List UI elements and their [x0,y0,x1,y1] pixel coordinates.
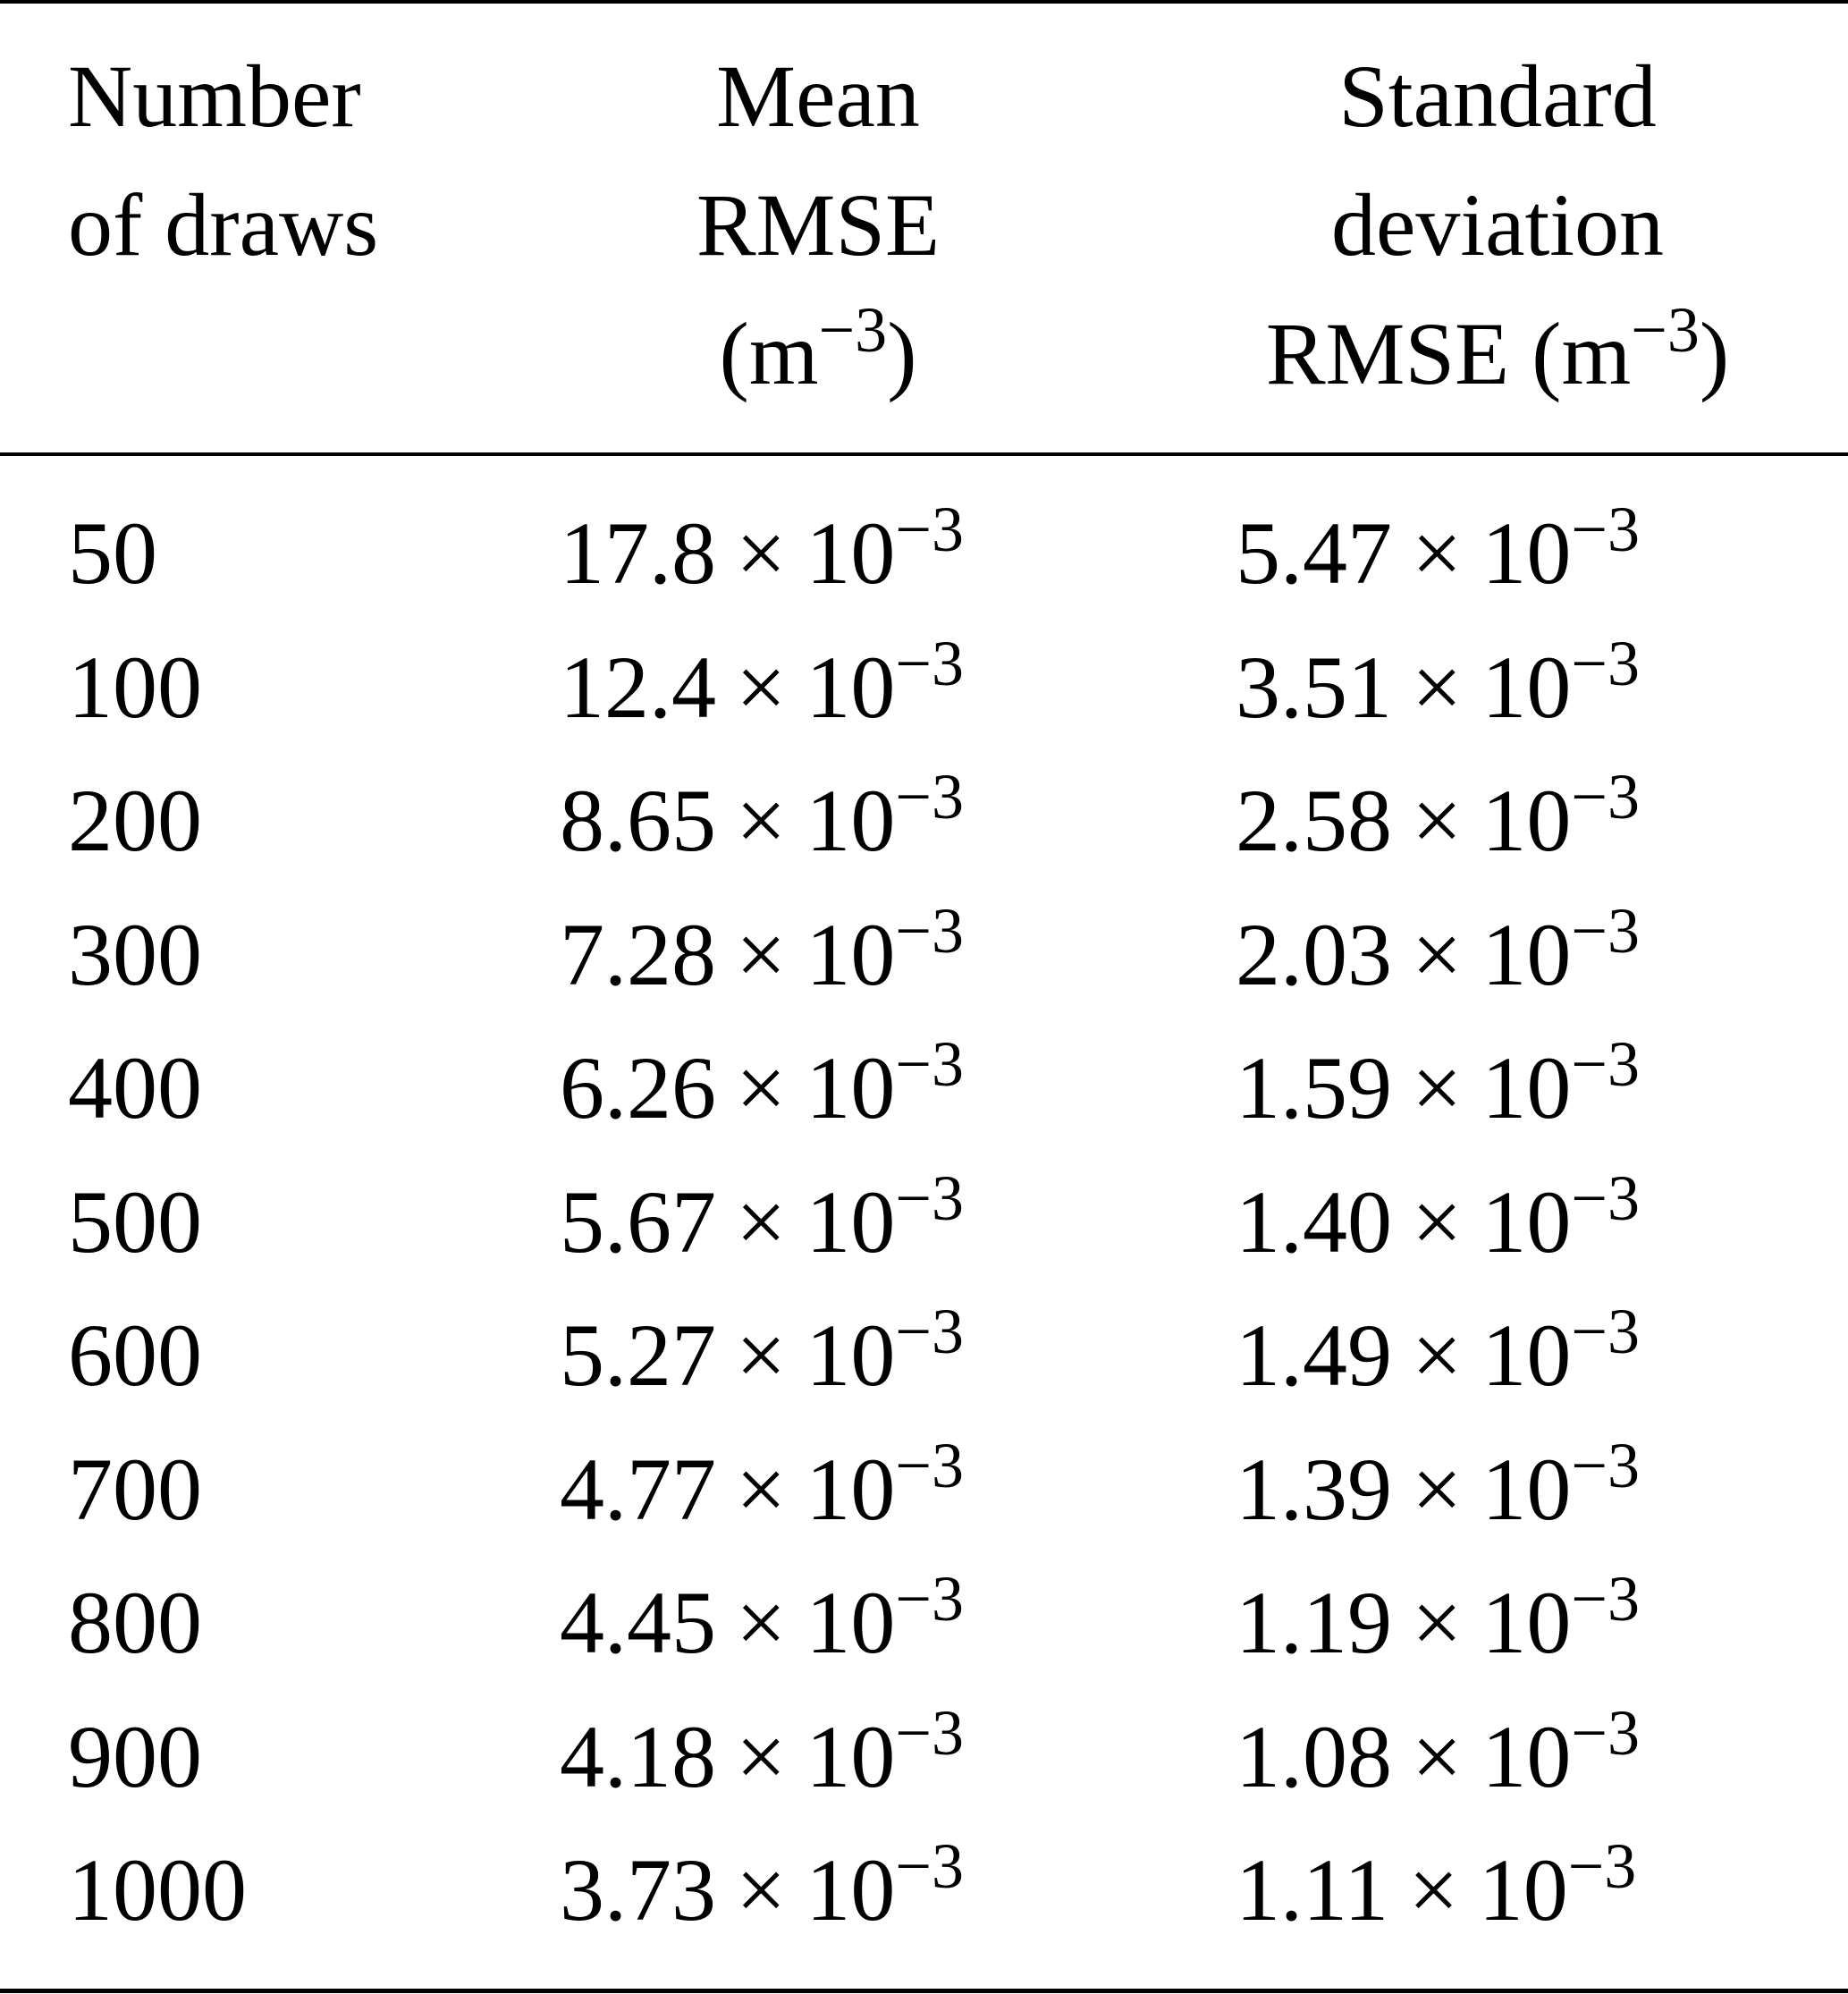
power-base: 10 [806,1840,896,1939]
power-base: 10 [1478,1840,1568,1939]
cell-number-of-draws: 300 [68,904,202,1004]
mantissa: 5.27 [560,1305,716,1405]
times-symbol: × [736,1171,787,1272]
table-top-rule [0,0,1848,4]
exponent: −3 [895,1429,965,1501]
cell-std-rmse [1236,754,1640,888]
mantissa: 6.26 [560,1038,716,1137]
mantissa: 2.58 [1236,771,1392,870]
times-symbol: × [1412,1706,1463,1806]
power-base: 10 [806,503,896,603]
exponent: −3 [895,1830,965,1902]
times-symbol: × [736,1439,787,1539]
cell-number-of-draws: 600 [68,1305,202,1405]
power-base: 10 [1481,904,1572,1004]
cell-std-rmse [1236,621,1640,755]
cell-mean-rmse [560,754,964,888]
mantissa: 1.08 [1236,1706,1392,1806]
exponent: −3 [895,1696,965,1769]
mantissa: 5.47 [1236,503,1392,603]
exponent: −3 [895,494,965,565]
cell-number-of-draws: 50 [68,503,157,603]
mantissa: 1.11 [1236,1840,1389,1939]
times-symbol: × [736,1573,787,1672]
cell-mean-rmse [560,486,964,621]
power-base: 10 [1481,503,1572,603]
table-row [0,1556,1848,1690]
power-base: 10 [1481,1038,1572,1137]
exponent: −3 [1571,1162,1641,1234]
header-line: Mean [716,46,920,146]
power-base: 10 [806,1305,896,1405]
times-symbol: × [736,1305,787,1405]
cell-mean-rmse [560,1556,964,1690]
exponent: −3 [895,627,965,699]
exponent: −3 [1571,1028,1641,1100]
power-base: 10 [1481,1573,1572,1672]
cell-std-rmse [1236,486,1640,621]
power-base: 10 [806,904,896,1004]
header-unit-line [1198,290,1797,418]
mantissa: 1.40 [1236,1171,1392,1272]
header-unit-close: ) [887,304,917,403]
times-symbol: × [1412,904,1463,1004]
table-row [0,1690,1848,1824]
header-unit-line [554,290,1082,418]
power-base: 10 [1481,1439,1572,1539]
power-base: 10 [806,1171,896,1272]
cell-std-rmse [1236,1423,1640,1557]
mantissa: 4.77 [560,1439,716,1539]
header-unit-close: ) [1699,304,1730,403]
table-row [0,1423,1848,1557]
mantissa: 8.65 [560,771,716,870]
header-line: RMSE [696,175,941,275]
cell-mean-rmse [560,1155,964,1289]
header-unit-text: RMSE (m [1265,304,1632,403]
cell-mean-rmse [560,888,964,1022]
exponent: −3 [895,1563,965,1635]
mantissa: 4.45 [560,1573,716,1672]
exponent: −3 [1571,894,1641,967]
exponent: −3 [1571,494,1641,565]
power-base: 10 [806,1038,896,1137]
cell-number-of-draws: 200 [68,771,202,870]
mantissa: 17.8 [560,503,716,603]
mantissa: 1.59 [1236,1038,1392,1137]
power-base: 10 [1481,1171,1572,1272]
times-symbol: × [1412,771,1463,870]
exponent: −3 [1571,1563,1641,1635]
cell-std-rmse [1236,888,1640,1022]
table-row [0,1021,1848,1155]
times-symbol: × [1412,1573,1463,1672]
header-number-of-draws [68,32,378,290]
table-row [0,1288,1848,1423]
header-unit-exponent: −3 [1631,294,1700,366]
mantissa: 2.03 [1236,904,1392,1004]
cell-std-rmse [1236,1288,1640,1423]
header-mean-rmse [554,32,1082,418]
mantissa: 5.67 [560,1171,716,1272]
power-base: 10 [1481,1305,1572,1405]
header-line: Standard [1338,46,1657,146]
exponent: −3 [1567,1830,1637,1902]
header-line: deviation [1330,175,1665,275]
power-base: 10 [806,1573,896,1672]
cell-mean-rmse [560,1021,964,1155]
mantissa: 7.28 [560,904,716,1004]
power-base: 10 [806,1706,896,1806]
table-row [0,486,1848,621]
times-symbol: × [736,904,787,1004]
table-row [0,888,1848,1022]
times-symbol: × [736,1038,787,1137]
exponent: −3 [895,761,965,832]
exponent: −3 [895,894,965,967]
table-row [0,621,1848,755]
mantissa: 1.39 [1236,1439,1392,1539]
table-header-rule [0,452,1848,456]
power-base: 10 [806,637,896,737]
times-symbol: × [1412,1305,1463,1405]
header-line: Number [68,46,361,146]
cell-mean-rmse [560,1690,964,1824]
cell-number-of-draws: 500 [68,1171,202,1272]
exponent: −3 [895,1028,965,1100]
exponent: −3 [895,1296,965,1367]
exponent: −3 [1571,1296,1641,1367]
power-base: 10 [1481,1706,1572,1806]
mantissa: 3.73 [560,1840,716,1939]
mantissa: 1.49 [1236,1305,1392,1405]
mantissa: 12.4 [560,637,716,737]
power-base: 10 [806,771,896,870]
header-line: of draws [68,175,379,275]
times-symbol: × [1412,503,1463,603]
exponent: −3 [1571,1429,1641,1501]
times-symbol: × [1412,1171,1463,1272]
times-symbol: × [1412,1439,1463,1539]
times-symbol: × [736,1840,787,1939]
table-row [0,1155,1848,1289]
cell-number-of-draws: 400 [68,1038,202,1137]
exponent: −3 [1571,761,1641,832]
mantissa: 1.19 [1236,1573,1392,1672]
cell-mean-rmse [560,621,964,755]
table-bottom-rule [0,1989,1848,1993]
mantissa: 3.51 [1236,637,1392,737]
cell-std-rmse [1236,1690,1640,1824]
cell-number-of-draws: 100 [68,637,202,737]
times-symbol: × [1412,637,1463,737]
cell-number-of-draws: 800 [68,1573,202,1672]
cell-std-rmse [1236,1021,1640,1155]
table-row [0,754,1848,888]
cell-std-rmse [1236,1155,1640,1289]
cell-std-rmse [1236,1823,1636,1957]
power-base: 10 [806,1439,896,1539]
cell-std-rmse [1236,1556,1640,1690]
times-symbol: × [736,503,787,603]
header-unit-exponent: −3 [818,294,888,366]
table-row [0,1823,1848,1957]
times-symbol: × [736,1706,787,1806]
exponent: −3 [1571,1696,1641,1769]
power-base: 10 [1481,771,1572,870]
exponent: −3 [1571,627,1641,699]
mantissa: 4.18 [560,1706,716,1806]
exponent: −3 [895,1162,965,1234]
header-unit-text: (m [719,304,819,403]
header-std-rmse [1198,32,1797,418]
times-symbol: × [1408,1840,1459,1939]
power-base: 10 [1481,637,1572,737]
cell-mean-rmse [560,1288,964,1423]
cell-number-of-draws: 900 [68,1706,202,1806]
cell-number-of-draws: 1000 [68,1840,247,1939]
cell-number-of-draws: 700 [68,1439,202,1539]
times-symbol: × [736,771,787,870]
times-symbol: × [736,637,787,737]
cell-mean-rmse [560,1423,964,1557]
times-symbol: × [1412,1038,1463,1137]
cell-mean-rmse [560,1823,964,1957]
